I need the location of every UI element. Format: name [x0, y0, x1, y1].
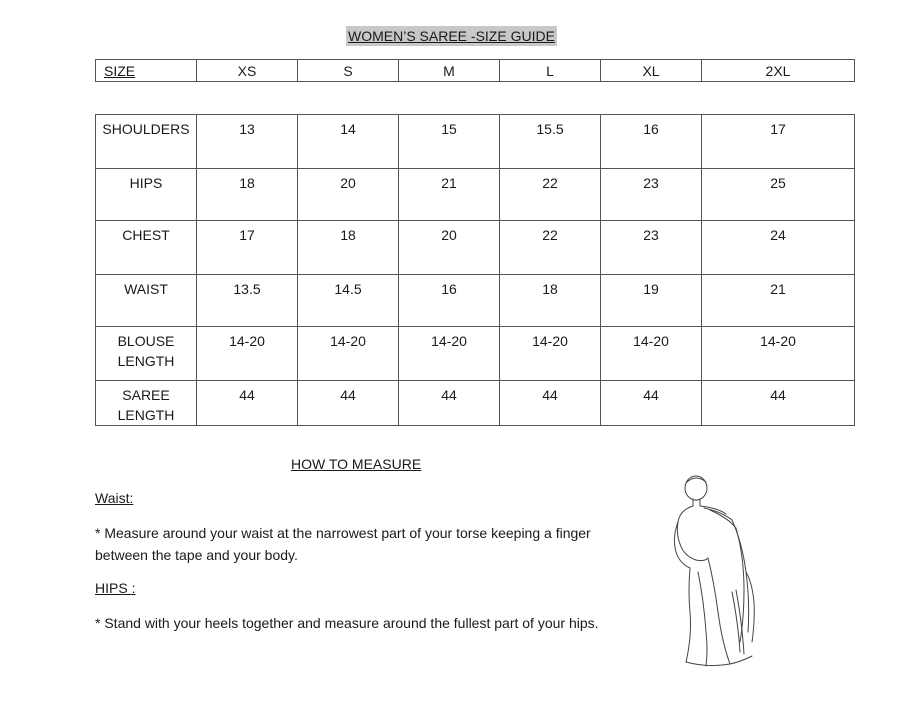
table-cell: 15	[399, 115, 500, 169]
table-cell: 23	[601, 221, 702, 275]
table-cell: 18	[298, 221, 399, 275]
table-cell: 14	[298, 115, 399, 169]
waist-instructions: * Measure around your waist at the narrowest part of your torse keeping a finger between the tape and your body.	[95, 525, 591, 563]
table-row	[96, 169, 855, 221]
table-cell: 16	[399, 275, 500, 327]
table-cell: 20	[298, 169, 399, 221]
table-cell: 24	[702, 221, 855, 275]
table-cell: 21	[399, 169, 500, 221]
table-cell: 18	[197, 169, 298, 221]
page-title: WOMEN’S SAREE -SIZE GUIDE	[348, 28, 555, 44]
table-row	[96, 381, 855, 426]
table-cell: 18	[500, 275, 601, 327]
table-cell: 14.5	[298, 275, 399, 327]
table-cell: 15.5	[500, 115, 601, 169]
table-cell: 25	[702, 169, 855, 221]
header-cell-xs: XS	[197, 60, 298, 82]
table-row	[96, 327, 855, 381]
table-row	[96, 275, 855, 327]
table-row	[96, 115, 855, 169]
table-row	[96, 221, 855, 275]
table-cell: 44	[399, 381, 500, 426]
size-header-table	[95, 59, 855, 82]
header-cell-l: L	[500, 60, 601, 82]
header-cell-s: S	[298, 60, 399, 82]
header-cell-2xl: 2XL	[702, 60, 855, 82]
table-cell: 44	[702, 381, 855, 426]
table-cell: 13.5	[197, 275, 298, 327]
size-header-row	[96, 60, 855, 82]
table-cell: 17	[197, 221, 298, 275]
table-cell: 23	[601, 169, 702, 221]
table-cell: 44	[500, 381, 601, 426]
table-cell: 22	[500, 169, 601, 221]
row-label: HIPS	[96, 169, 197, 221]
header-cell-xl: XL	[601, 60, 702, 82]
table-cell: 14-20	[399, 327, 500, 381]
row-label: CHEST	[96, 221, 197, 275]
table-cell: 21	[702, 275, 855, 327]
hips-heading: HIPS :	[95, 580, 136, 596]
table-cell: 22	[500, 221, 601, 275]
table-cell: 13	[197, 115, 298, 169]
table-cell: 44	[197, 381, 298, 426]
header-cell-size: SIZE	[96, 60, 197, 82]
saree-figure-illustration	[660, 472, 770, 672]
table-cell: 44	[601, 381, 702, 426]
how-to-measure-heading: HOW TO MEASURE	[291, 456, 422, 472]
header-cell-m: M	[399, 60, 500, 82]
row-label: BLOUSE LENGTH	[96, 327, 197, 381]
table-cell: 14-20	[601, 327, 702, 381]
table-cell: 44	[298, 381, 399, 426]
measurement-table	[95, 114, 855, 426]
table-cell: 14-20	[298, 327, 399, 381]
table-cell: 16	[601, 115, 702, 169]
table-cell: 17	[702, 115, 855, 169]
row-label: SAREE LENGTH	[96, 381, 197, 426]
table-cell: 14-20	[702, 327, 855, 381]
row-label: WAIST	[96, 275, 197, 327]
table-cell: 20	[399, 221, 500, 275]
hips-instructions: * Stand with your heels together and measure around the fullest part of your hips.	[95, 615, 599, 631]
table-cell: 19	[601, 275, 702, 327]
table-cell: 14-20	[500, 327, 601, 381]
row-label: SHOULDERS	[96, 115, 197, 169]
waist-heading: Waist:	[95, 490, 134, 506]
table-cell: 14-20	[197, 327, 298, 381]
